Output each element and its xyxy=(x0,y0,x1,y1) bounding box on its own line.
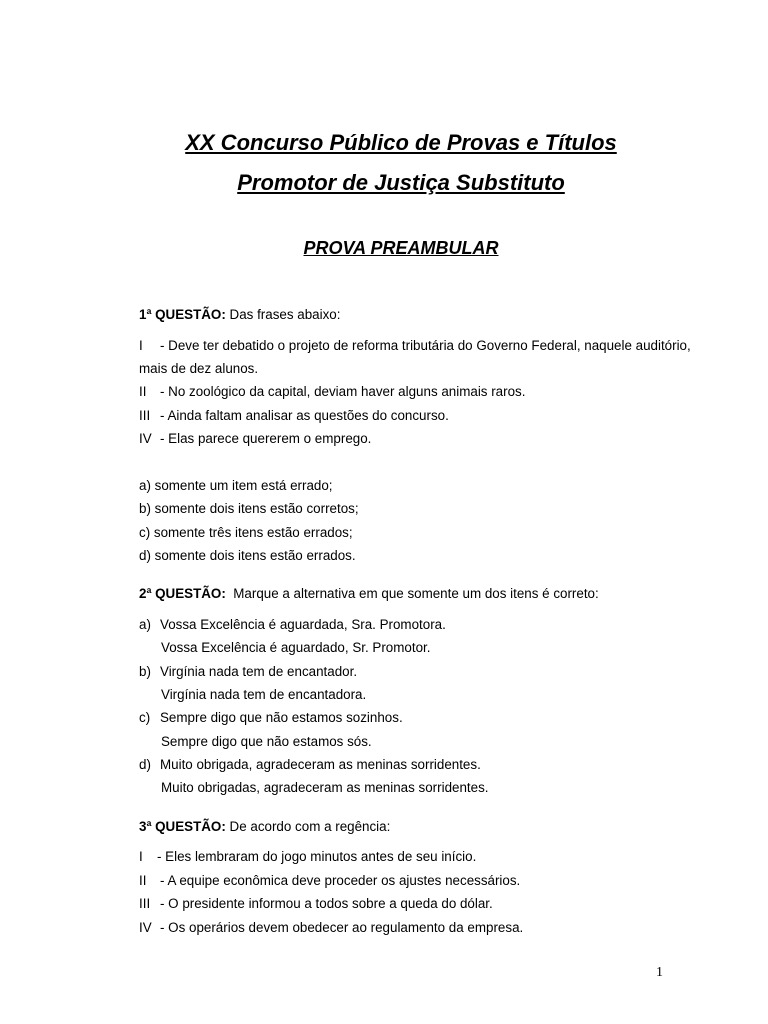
q2-option-a-line2: Vossa Excelência é aguardado, Sr. Promotor. xyxy=(161,640,431,655)
q1-item-1 xyxy=(139,337,691,355)
exam-subtitle: Promotor de Justiça Substituto xyxy=(237,170,565,195)
q2-option-b-line2: Virgínia nada tem de encantadora. xyxy=(161,687,367,702)
q2-option-d-line2: Muito obrigadas, agradeceram as meninas sorridentes. xyxy=(161,780,489,795)
item-text: - No zoológico da capital, deviam haver alguns animais raros. xyxy=(160,384,526,399)
q1-option-c: c) somente três itens estão errados; xyxy=(139,525,353,540)
q1-item-2 xyxy=(139,383,525,401)
q3-item-4 xyxy=(139,919,523,937)
item-number: IV xyxy=(139,920,152,935)
page-number: 1 xyxy=(656,965,663,980)
item-text: - A equipe econômica deve proceder os ajustes necessários. xyxy=(160,873,521,888)
option-text: Virgínia nada tem de encantador. xyxy=(160,664,358,679)
option-text: Sempre digo que não estamos sozinhos. xyxy=(160,710,403,725)
question-2-header xyxy=(139,585,599,603)
item-text: - O presidente informou a todos sobre a queda do dólar. xyxy=(160,896,493,911)
section-title: PROVA PREAMBULAR xyxy=(303,238,499,258)
option-letter: c) xyxy=(139,710,151,725)
question-3-prompt: De acordo com a regência: xyxy=(229,819,391,834)
option-letter: d) xyxy=(139,757,151,772)
question-1-header xyxy=(139,306,340,324)
item-number: II xyxy=(139,873,147,888)
item-text: - Deve ter debatido o projeto de reforma tributária do Governo Federal, naquele auditório, xyxy=(160,338,691,353)
q1-option-d: d) somente dois itens estão errados. xyxy=(139,548,356,563)
q1-item-1-continuation: mais de dez alunos. xyxy=(139,361,259,376)
q3-item-3 xyxy=(139,895,493,913)
item-number: II xyxy=(139,384,147,399)
q2-option-c-line2: Sempre digo que não estamos sós. xyxy=(161,734,372,749)
q2-option-b xyxy=(139,663,357,681)
question-1-prompt: Das frases abaixo: xyxy=(229,307,341,322)
option-letter: a) xyxy=(139,617,151,632)
q2-option-c xyxy=(139,709,403,727)
item-text: - Ainda faltam analisar as questões do concurso. xyxy=(160,408,449,423)
q1-item-4 xyxy=(139,430,371,448)
item-number: III xyxy=(139,408,151,423)
q1-option-b: b) somente dois itens estão corretos; xyxy=(139,501,359,516)
item-text: - Eles lembraram do jogo minutos antes de seu início. xyxy=(157,849,477,864)
question-2-label: 2ª QUESTÃO: xyxy=(139,586,226,601)
question-3-label: 3ª QUESTÃO: xyxy=(139,819,226,834)
q3-item-1 xyxy=(139,848,476,866)
item-number: III xyxy=(139,896,151,911)
q1-item-3 xyxy=(139,407,449,425)
question-1-label: 1ª QUESTÃO: xyxy=(139,307,226,322)
q1-option-a: a) somente um item está errado; xyxy=(139,478,333,493)
question-3-header xyxy=(139,818,390,836)
item-number: I xyxy=(139,338,143,353)
item-number: IV xyxy=(139,431,152,446)
exam-title: XX Concurso Público de Provas e Títulos xyxy=(185,130,617,155)
item-text: - Elas parece quererem o emprego. xyxy=(160,431,372,446)
question-2-prompt: Marque a alternativa em que somente um dos itens é correto: xyxy=(233,586,599,601)
option-text: Vossa Excelência é aguardada, Sra. Promotora. xyxy=(160,617,446,632)
item-text: - Os operários devem obedecer ao regulamento da empresa. xyxy=(160,920,524,935)
q3-item-2 xyxy=(139,872,520,890)
q2-option-a xyxy=(139,616,446,634)
item-number: I xyxy=(139,849,143,864)
option-text: Muito obrigada, agradeceram as meninas sorridentes. xyxy=(160,757,481,772)
q2-option-d xyxy=(139,756,481,774)
option-letter: b) xyxy=(139,664,151,679)
